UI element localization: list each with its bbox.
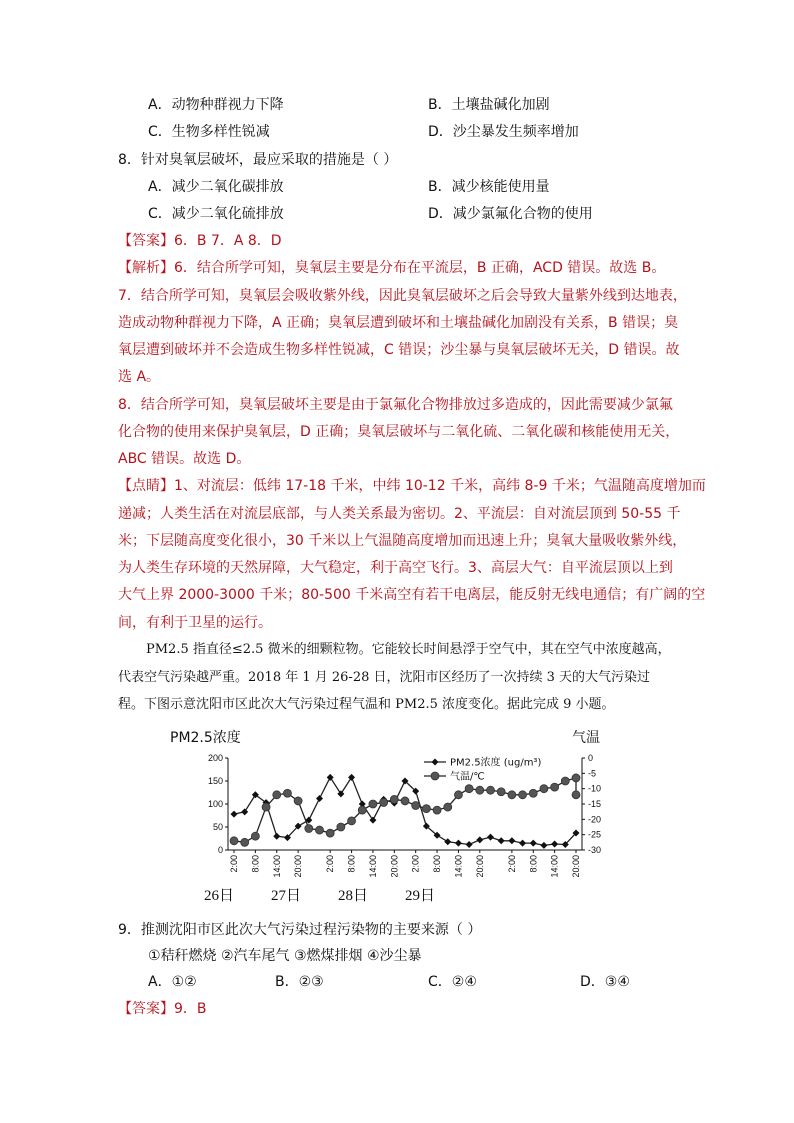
pm25-point — [476, 836, 483, 843]
day-label: 26日 — [204, 888, 235, 904]
temperature-point — [230, 837, 238, 845]
analysis-line-4: 氧层遭到破坏并不会造成生物多样性锐减，C 错误；沙尘暴与臭氧层破坏无关，D 错误。故 — [118, 342, 680, 358]
legend-marker-pm25 — [432, 759, 439, 766]
tip-line-4: 为人类生存环境的天然屏障，大气稳定，利于高空飞行。3、高层大气：自平流层顶以上到 — [118, 560, 673, 576]
left-tick-label: 100 — [207, 799, 223, 809]
temperature-point — [444, 803, 452, 811]
temperature-point — [369, 800, 377, 808]
temperature-point — [422, 805, 430, 813]
pm25-point — [444, 838, 451, 845]
x-tick-label: 14:00 — [549, 855, 560, 878]
q7-option-c: C．生物多样性锐减 — [148, 124, 270, 140]
x-tick-label: 8:00 — [432, 855, 443, 873]
x-tick-label: 8:00 — [250, 855, 261, 873]
temperature-point — [401, 797, 409, 805]
analysis-line-3: 造成动物种群视力下降，A 正确；臭氧层遭到破坏和土壤盐碱化加剧没有关系，B 错误；臭 — [118, 315, 679, 331]
temperature-point — [294, 797, 302, 805]
day-label: 28日 — [338, 888, 369, 904]
answer-text: 9．B — [174, 1001, 207, 1017]
answer-text: 6．B 7．A 8．D — [174, 233, 282, 249]
x-tick-label: 14:00 — [367, 855, 378, 878]
pm25-point — [530, 840, 537, 847]
analysis-line-1 — [118, 258, 665, 278]
x-tick-label: 8:00 — [346, 855, 357, 873]
answer-block-2 — [118, 999, 207, 1019]
right-tick-label: -5 — [588, 768, 597, 779]
temperature-point — [572, 791, 580, 799]
temperature-point — [529, 789, 537, 797]
right-tick-label: -20 — [588, 814, 602, 825]
q9-option-c: C．②④ — [428, 974, 477, 990]
temperature-point — [551, 783, 559, 791]
temperature-point — [433, 806, 441, 814]
right-tick-label: -30 — [588, 845, 602, 855]
x-tick-label: 20:00 — [474, 855, 485, 878]
tip-line-2: 递减；人类生活在对流层底部，与人类关系最为密切。2、平流层：自对流层顶到 50-55 千 — [118, 506, 681, 522]
tip-line-6: 间，有利于卫星的运行。 — [118, 615, 272, 631]
temperature-point — [348, 817, 356, 825]
pm25-point — [487, 834, 494, 841]
right-tick-label: -10 — [588, 783, 602, 794]
temperature-point — [572, 774, 580, 782]
pm25-point — [337, 790, 344, 797]
temperature-point — [497, 788, 505, 796]
temperature-point — [305, 825, 313, 833]
analysis-line-8: ABC 错误。故选 D。 — [118, 451, 251, 467]
tip-line-5: 大气上界 2000-3000 千米；80-500 千米高空有若干电离层，能反射无线电通信；有广阔的空 — [118, 587, 706, 603]
x-tick-label: 8:00 — [528, 855, 539, 873]
temperature-point — [316, 826, 324, 834]
x-tick-label: 2:00 — [229, 855, 239, 873]
answer-tag: 【答案】 — [118, 233, 174, 249]
pm25-point — [508, 837, 515, 844]
q8-option-a: A．减少二氧化碳排放 — [148, 179, 284, 195]
temperature-point — [487, 786, 495, 794]
tip-text: 1、对流层：低纬 17-18 千米，中纬 10-12 千米，高纬 8-9 千米；气温随高度增加而 — [174, 478, 706, 494]
temperature-point — [358, 806, 366, 814]
temperature-point — [251, 832, 259, 840]
series-line — [234, 777, 576, 845]
intro-line-2: 代表空气污染越严重。2018 年 1 月 26-28 日，沈阳市区经历了一次持续 3 天的大气污染过 — [118, 670, 651, 685]
analysis-line-6: 8．结合所学可知，臭氧层破坏主要是由于氯氟化合物排放过多造成的，因此需要减少氯氟 — [118, 397, 673, 413]
x-tick-label: 20:00 — [389, 855, 400, 878]
day-label: 29日 — [405, 888, 436, 904]
pm25-point — [519, 840, 526, 847]
pm25-point — [231, 811, 238, 818]
pm25-point — [455, 840, 462, 847]
left-tick-label: 50 — [212, 822, 223, 832]
q8-stem: 8．针对臭氧层破坏，最应采取的措施是（ ） — [118, 152, 398, 168]
temperature-point — [508, 791, 516, 799]
series-line — [234, 778, 576, 842]
left-tick-label: 200 — [207, 753, 223, 763]
x-tick-label: 2:00 — [506, 855, 517, 873]
pm25-point — [241, 808, 248, 815]
tip-line-3: 米；下层随高度变化很小，30 千米以上气温随高度增加而迅速上升；臭氧大量吸收紫外线， — [118, 533, 687, 549]
pm25-point — [369, 817, 376, 824]
q8-option-d: D．减少氯氟化合物的使用 — [428, 206, 593, 222]
temperature-point — [412, 802, 420, 810]
pm25-point — [540, 842, 547, 849]
temperature-point — [273, 791, 281, 799]
legend-label-pm25: PM2.5浓度 (ug/m³) — [450, 757, 542, 769]
temperature-point — [465, 785, 473, 793]
temperature-point — [326, 829, 334, 837]
x-tick-label: 2:00 — [410, 855, 421, 873]
temperature-point — [262, 803, 270, 811]
pm25-point — [466, 841, 473, 848]
tip-line-1 — [118, 476, 706, 496]
pm25-point — [316, 795, 323, 802]
q9-stem: 9．推测沈阳市区此次大气污染过程污染物的主要来源（ ） — [118, 922, 482, 938]
temperature-point — [380, 798, 388, 806]
temperature-point — [540, 785, 548, 793]
analysis-tag: 【解析】 — [118, 260, 174, 276]
left-tick-label: 150 — [207, 776, 223, 786]
q9-option-d: D．③④ — [580, 974, 630, 990]
x-tick-label: 20:00 — [293, 855, 304, 878]
analysis-line-5: 选 A。 — [118, 369, 161, 385]
q8-option-b: B．减少核能使用量 — [428, 179, 550, 195]
left-tick-label: 0 — [217, 845, 223, 855]
x-tick-label: 2:00 — [325, 855, 336, 873]
temperature-point — [454, 791, 462, 799]
right-tick-label: -25 — [588, 829, 602, 840]
right-tick-label: 0 — [588, 753, 594, 763]
q9-items: ①秸秆燃烧 ②汽车尾气 ③燃煤排烟 ④沙尘暴 — [148, 948, 422, 964]
analysis-line-7: 化合物的使用来保护臭氧层，D 正确；臭氧层破坏与二氧化硫、二氧化碳和核能使用无关， — [118, 424, 680, 440]
answer-tag: 【答案】 — [118, 1001, 174, 1017]
analysis-text: 6．结合所学可知，臭氧层主要是分布在平流层，B 正确，ACD 错误。故选 B。 — [174, 260, 666, 276]
q9-option-b: B．②③ — [275, 974, 324, 990]
x-tick-label: 20:00 — [571, 855, 581, 878]
temperature-point — [337, 823, 345, 831]
legend-marker-temperature — [431, 772, 439, 780]
intro-line-3: 程。下图示意沈阳市区此次大气污染过程气温和 PM2.5 浓度变化。据此完成 9 小题。 — [118, 697, 615, 712]
intro-line-1: PM2.5 指直径≤2.5 微米的细颗粒物。它能较长时间悬浮于空气中，其在空气中浓度越高， — [146, 642, 671, 657]
pm25-temperature-chart — [170, 722, 630, 912]
tip-tag: 【点睛】 — [118, 478, 174, 494]
legend-label-temperature: 气温/℃ — [450, 771, 485, 783]
x-tick-label: 14:00 — [271, 855, 282, 878]
temperature-point — [283, 789, 291, 797]
answer-block-1 — [118, 231, 282, 251]
pm25-point — [348, 774, 355, 781]
analysis-line-2: 7．结合所学可知，臭氧层会吸收紫外线，因此臭氧层破坏之后会导致大量紫外线到达地表， — [118, 288, 687, 304]
temperature-point — [561, 777, 569, 785]
temperature-point — [390, 795, 398, 803]
left-axis-title: PM2.5浓度 — [170, 730, 241, 746]
pm25-point — [551, 841, 558, 848]
q7-option-d: D．沙尘暴发生频率增加 — [428, 124, 579, 140]
pm25-point — [273, 833, 280, 840]
temperature-point — [519, 791, 527, 799]
q9-option-a: A．①② — [148, 974, 197, 990]
day-label: 27日 — [271, 888, 302, 904]
right-tick-label: -15 — [588, 799, 602, 809]
q7-option-b: B．土壤盐碱化加剧 — [428, 97, 550, 113]
right-axis-title: 气温 — [572, 730, 600, 746]
temperature-point — [476, 786, 484, 794]
x-tick-label: 14:00 — [453, 855, 464, 878]
pm25-point — [498, 837, 505, 844]
q8-option-c: C．减少二氧化硫排放 — [148, 206, 284, 222]
pm25-point — [327, 774, 334, 781]
q7-option-a: A．动物种群视力下降 — [148, 97, 284, 113]
temperature-point — [241, 838, 249, 846]
